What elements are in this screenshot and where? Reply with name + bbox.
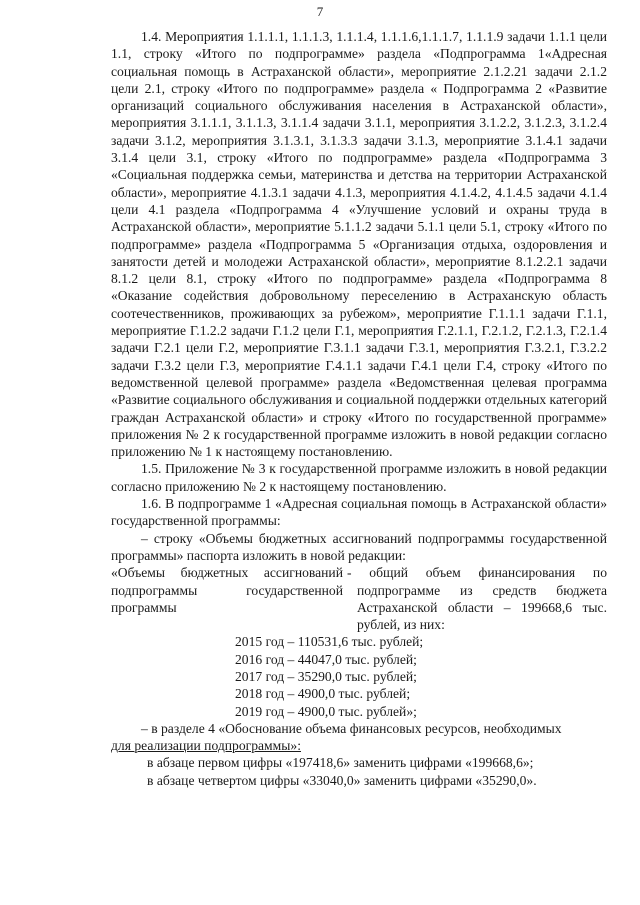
passport-table-intro: - общий объем финансирования по подпрограмме из средств бюджета Астраханской области – 199668,6 тыс. рублей, из них: <box>347 565 607 633</box>
section4-line2: для реализации подпрограммы»: <box>111 738 301 754</box>
funding-year-2016: 2016 год – 44047,0 тыс. рублей; <box>235 651 417 667</box>
funding-year-2018: 2018 год – 4900,0 тыс. рублей; <box>235 686 411 702</box>
passport-table-left-cell: «Объемы бюджетных ассигнований подпрограммы государственной программы <box>111 565 343 615</box>
section4-line1: – в разделе 4 «Обоснование объема финансовых ресурсов, необходимых <box>141 720 562 736</box>
passport-table <box>111 564 607 633</box>
section4-item1: в абзаце первом цифры «197418,6» заменить цифрами «199668,6»; <box>147 755 534 771</box>
section4-item2: в абзаце четвертом цифры «33040,0» заменить цифрами «35290,0». <box>147 772 537 788</box>
paragraph-1-6: 1.6. В подпрограмме 1 «Адресная социальная помощь в Астраханской области» государственной программы: <box>111 496 607 529</box>
funding-year-2019: 2019 год – 4900,0 тыс. рублей»; <box>235 703 417 719</box>
page-number: 7 <box>316 4 324 19</box>
paragraph-1-5: 1.5. Приложение № 3 к государственной программе изложить в новой редакции согласно приложению № 2 к настоящему постановлению. <box>111 461 607 494</box>
paragraph-dash-passport: – строку «Объемы бюджетных ассигнований подпрограммы государственной программы» паспорта изложить в новой редакции: <box>111 530 607 563</box>
passport-table-right-cell <box>347 564 607 633</box>
funding-years-list <box>111 633 607 719</box>
paragraph-1-4: 1.4. Мероприятия 1.1.1.1, 1.1.1.3, 1.1.1.4, 1.1.1.6,1.1.1.7, 1.1.1.9 задачи 1.1.1 цели 1.1, строку «Итого по подпрограмме» раздела «Подпрограмма 1«Адресная социальная помощь в Астраханской области», мероприятие 2.1.2.21 задачи 2.1.2 цели 2.1, строку «Итого по подпрограмме» раздела « Подпрограмма 2 «Развитие организаций социального обслуживания населения в Астраханской области», мероприятия 3.1.1.1, 3.1.1.3, 3.1.1.4 задачи 3.1.1, мероприятия 3.1.2.2, 3.1.2.3, 3.1.2.4 задачи 3.1.2, мероприятия 3.1.3.1, 3.1.3.3 задачи 3.1.3, мероприятие 3.1.4.1 задачи 3.1.4 цели 3.1, строку «Итого по подпрограмме» раздела «Подпрограмма 3 «Социальная поддержка семьи, материнства и детства на территории Астраханской области», мероприятие 4.1.3.1 задачи 4.1.3, мероприятия 4.1.4.2, 4.1.4.5 задачи 4.1.4 цели 4.1 раздела «Подпрограмма 4 «Улучшение условий и охраны труда в Астраханской области», мероприятие 5.1.1.2 задачи 5.1.1 цели 5.1, строку «Итого по подпрограмме» раздела «Подпрограмма 5 «Организация отдыха, оздоровления и занятости детей и молодежи Астраханской области», мероприятие 8.1.2.2.1 задачи 8.1.2 цели 8.1, строку «Итого по подпрограмме» раздела «Подпрограмма 8 «Оказание содействия добровольному переселению в Астраханскую область соотечественников, проживающих за рубежом», мероприятие Г.1.1.1 задачи Г.1.1, мероприятие Г.1.2.2 задачи Г.1.2 цели Г.1, мероприятия Г.2.1.1, Г.2.1.2, Г.2.1.3, Г.2.1.4 задачи Г.2.1 цели Г.2, мероприятие Г.3.1.1 задачи Г.3.1, мероприятия Г.3.2.1, Г.3.2.2 задачи Г.3.2 цели Г.3, мероприятие Г.4.1.1 задачи Г.4.1 цели Г.4, строку «Итого по ведомственной целевой программе» раздела «Ведомственная целевая программа «Развитие социального обслуживания и социальной поддержки отдельных категорий граждан Астраханской области» и строку «Итого по государственной программе» приложения № 2 к государственной программе изложить в новой редакции согласно приложению № 1 к настоящему постановлению. <box>111 29 607 460</box>
funding-year-2017: 2017 год – 35290,0 тыс. рублей; <box>235 668 417 684</box>
document-body <box>111 28 607 789</box>
funding-year-2015: 2015 год – 110531,6 тыс. рублей; <box>235 634 424 650</box>
